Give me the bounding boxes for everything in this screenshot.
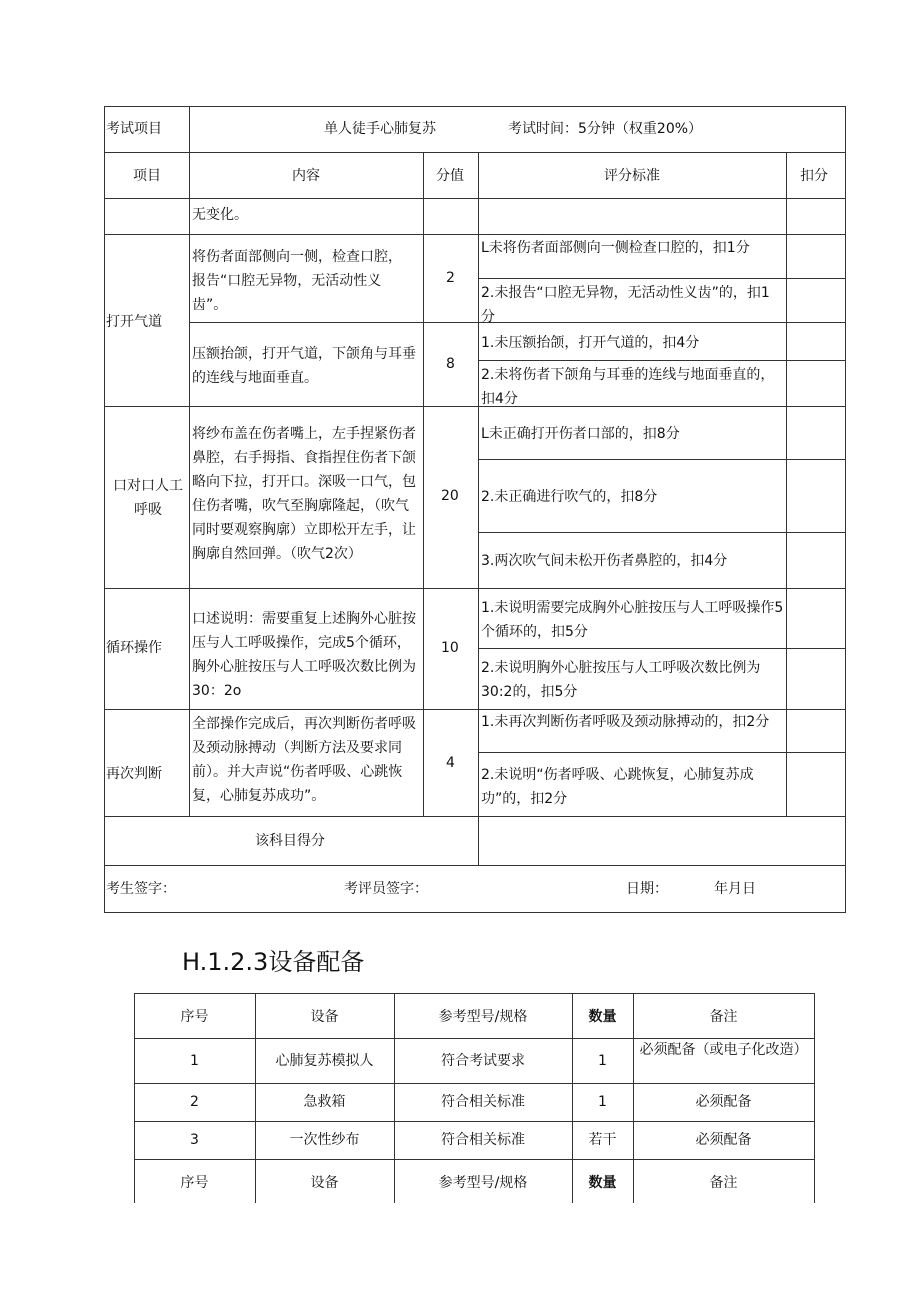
airway-std-1: L未将伤者面部侧向一侧检查口腔的，扣1分 <box>481 240 750 256</box>
candidate-signature-label: 考生签字： <box>106 881 176 897</box>
equip-header-device: 设备 <box>310 1009 339 1025</box>
equip-row-qty: 1 <box>598 1053 607 1069</box>
equip-header-qty-repeat: 数量 <box>588 1175 617 1191</box>
exam-item-label: 考试项目 <box>106 121 162 137</box>
col-deduct-header: 扣分 <box>800 168 828 184</box>
cycle-item: 循环操作 <box>106 640 162 656</box>
cycle-std-1: 1.未说明需要完成胸外心脏按压与人工呼吸操作5个循环的，扣5分 <box>481 600 784 640</box>
date-ymd: 年月日 <box>714 881 756 897</box>
breath-content: 将纱布盖在伤者嘴上，左手捏紧伤者鼻腔，右手拇指、食指捏住伤者下颌略向下拉，打开口。深吸一口气，包住伤者嘴，吹气至胸廓隆起，（吹气同时要观察胸廓）立即松开左手，让胸廓自然回弹。（吹气2次） <box>192 426 416 562</box>
cycle-score: 10 <box>441 640 459 656</box>
breath-std-3: 3.两次吹气间未松开伤者鼻腔的，扣4分 <box>481 553 728 569</box>
subject-score-label: 该科目得分 <box>255 833 325 849</box>
examiner-signature-label: 考评员签字： <box>344 881 428 897</box>
equip-row-no: 2 <box>190 1094 199 1110</box>
section-title: H.1.2.3设备配备 <box>182 948 365 976</box>
equip-header-note-repeat: 备注 <box>709 1175 738 1191</box>
breath-std-2: 2.未正确进行吹气的，扣8分 <box>481 489 658 505</box>
equip-header-device-repeat: 设备 <box>310 1175 339 1191</box>
cycle-content: 口述说明：需要重复上述胸外心脏按压与人工呼吸操作，完成5个循环，胸外心脏按压与人工呼吸次数比例为30：2o <box>192 611 416 699</box>
date-label: 日期： <box>626 881 668 897</box>
airway-content-2: 压额抬颌，打开气道，下颌角与耳垂的连线与地面垂直。 <box>192 346 416 386</box>
breath-std-1: L未正确打开伤者口部的，扣8分 <box>481 426 680 442</box>
airway-score-1: 2 <box>446 270 455 286</box>
airway-std-2: 2.未报告“口腔无异物，无活动性义齿”的，扣1分 <box>481 285 770 325</box>
recheck-std-2: 2.未说明“伤者呼吸、心跳恢复，心肺复苏成功”的，扣2分 <box>481 767 754 807</box>
col-content-header: 内容 <box>292 168 320 184</box>
col-item-header: 项目 <box>133 168 161 184</box>
equip-row-spec: 符合相关标准 <box>441 1132 525 1148</box>
equip-header-note: 备注 <box>709 1009 738 1025</box>
breath-item: 口对口人工呼吸 <box>113 478 183 518</box>
recheck-std-1: 1.未再次判断伤者呼吸及颈动脉搏动的，扣2分 <box>481 714 770 730</box>
airway-score-2: 8 <box>446 356 455 372</box>
equip-header-no-repeat: 序号 <box>180 1175 209 1191</box>
col-standard-header: 评分标准 <box>604 168 660 184</box>
equip-row-device: 心肺复苏模拟人 <box>275 1053 374 1069</box>
equip-row-spec: 符合相关标准 <box>441 1094 525 1110</box>
row-continued-content: 无变化。 <box>192 207 248 223</box>
equip-row-note: 必须配备 <box>695 1094 752 1110</box>
equip-row-no: 1 <box>190 1053 199 1069</box>
airway-item: 打开气道 <box>106 314 162 330</box>
equip-row-device: 一次性纱布 <box>289 1132 360 1148</box>
recheck-item: 再次判断 <box>106 766 162 782</box>
equip-header-spec-repeat: 参考型号/规格 <box>438 1175 528 1191</box>
equip-row-note: 必须配备（或电子化改造） <box>639 1042 808 1058</box>
airway-std-4: 2.未将伤者下颌角与耳垂的连线与地面垂直的，扣4分 <box>481 367 775 407</box>
cycle-std-2: 2.未说明胸外心脏按压与人工呼吸次数比例为30:2的，扣5分 <box>481 660 761 700</box>
equip-header-spec: 参考型号/规格 <box>438 1009 528 1025</box>
equip-header-no: 序号 <box>180 1009 209 1025</box>
equip-row-note: 必须配备 <box>695 1132 752 1148</box>
equip-row-no: 3 <box>190 1132 199 1148</box>
recheck-content: 全部操作完成后，再次判断伤者呼吸及颈动脉搏动（判断方法及要求同前）。并大声说“伤者呼吸、心跳恢复，心肺复苏成功”。 <box>192 716 416 804</box>
breath-score: 20 <box>441 488 459 504</box>
exam-time: 考试时间：5分钟（权重20%） <box>508 121 703 137</box>
recheck-score: 4 <box>446 755 455 771</box>
equip-row-qty: 若干 <box>588 1132 617 1148</box>
airway-content-1: 将伤者面部侧向一侧，检查口腔，报告“口腔无异物，无活动性义齿”。 <box>192 249 402 313</box>
col-score-header: 分值 <box>436 168 464 184</box>
equip-row-spec: 符合考试要求 <box>441 1053 525 1069</box>
equip-row-device: 急救箱 <box>303 1094 346 1110</box>
equip-header-qty: 数量 <box>588 1009 617 1025</box>
exam-title: 单人徒手心肺复苏 <box>324 121 436 137</box>
equip-row-qty: 1 <box>598 1094 607 1110</box>
airway-std-3: 1.未压额抬颌，打开气道的，扣4分 <box>481 335 700 351</box>
